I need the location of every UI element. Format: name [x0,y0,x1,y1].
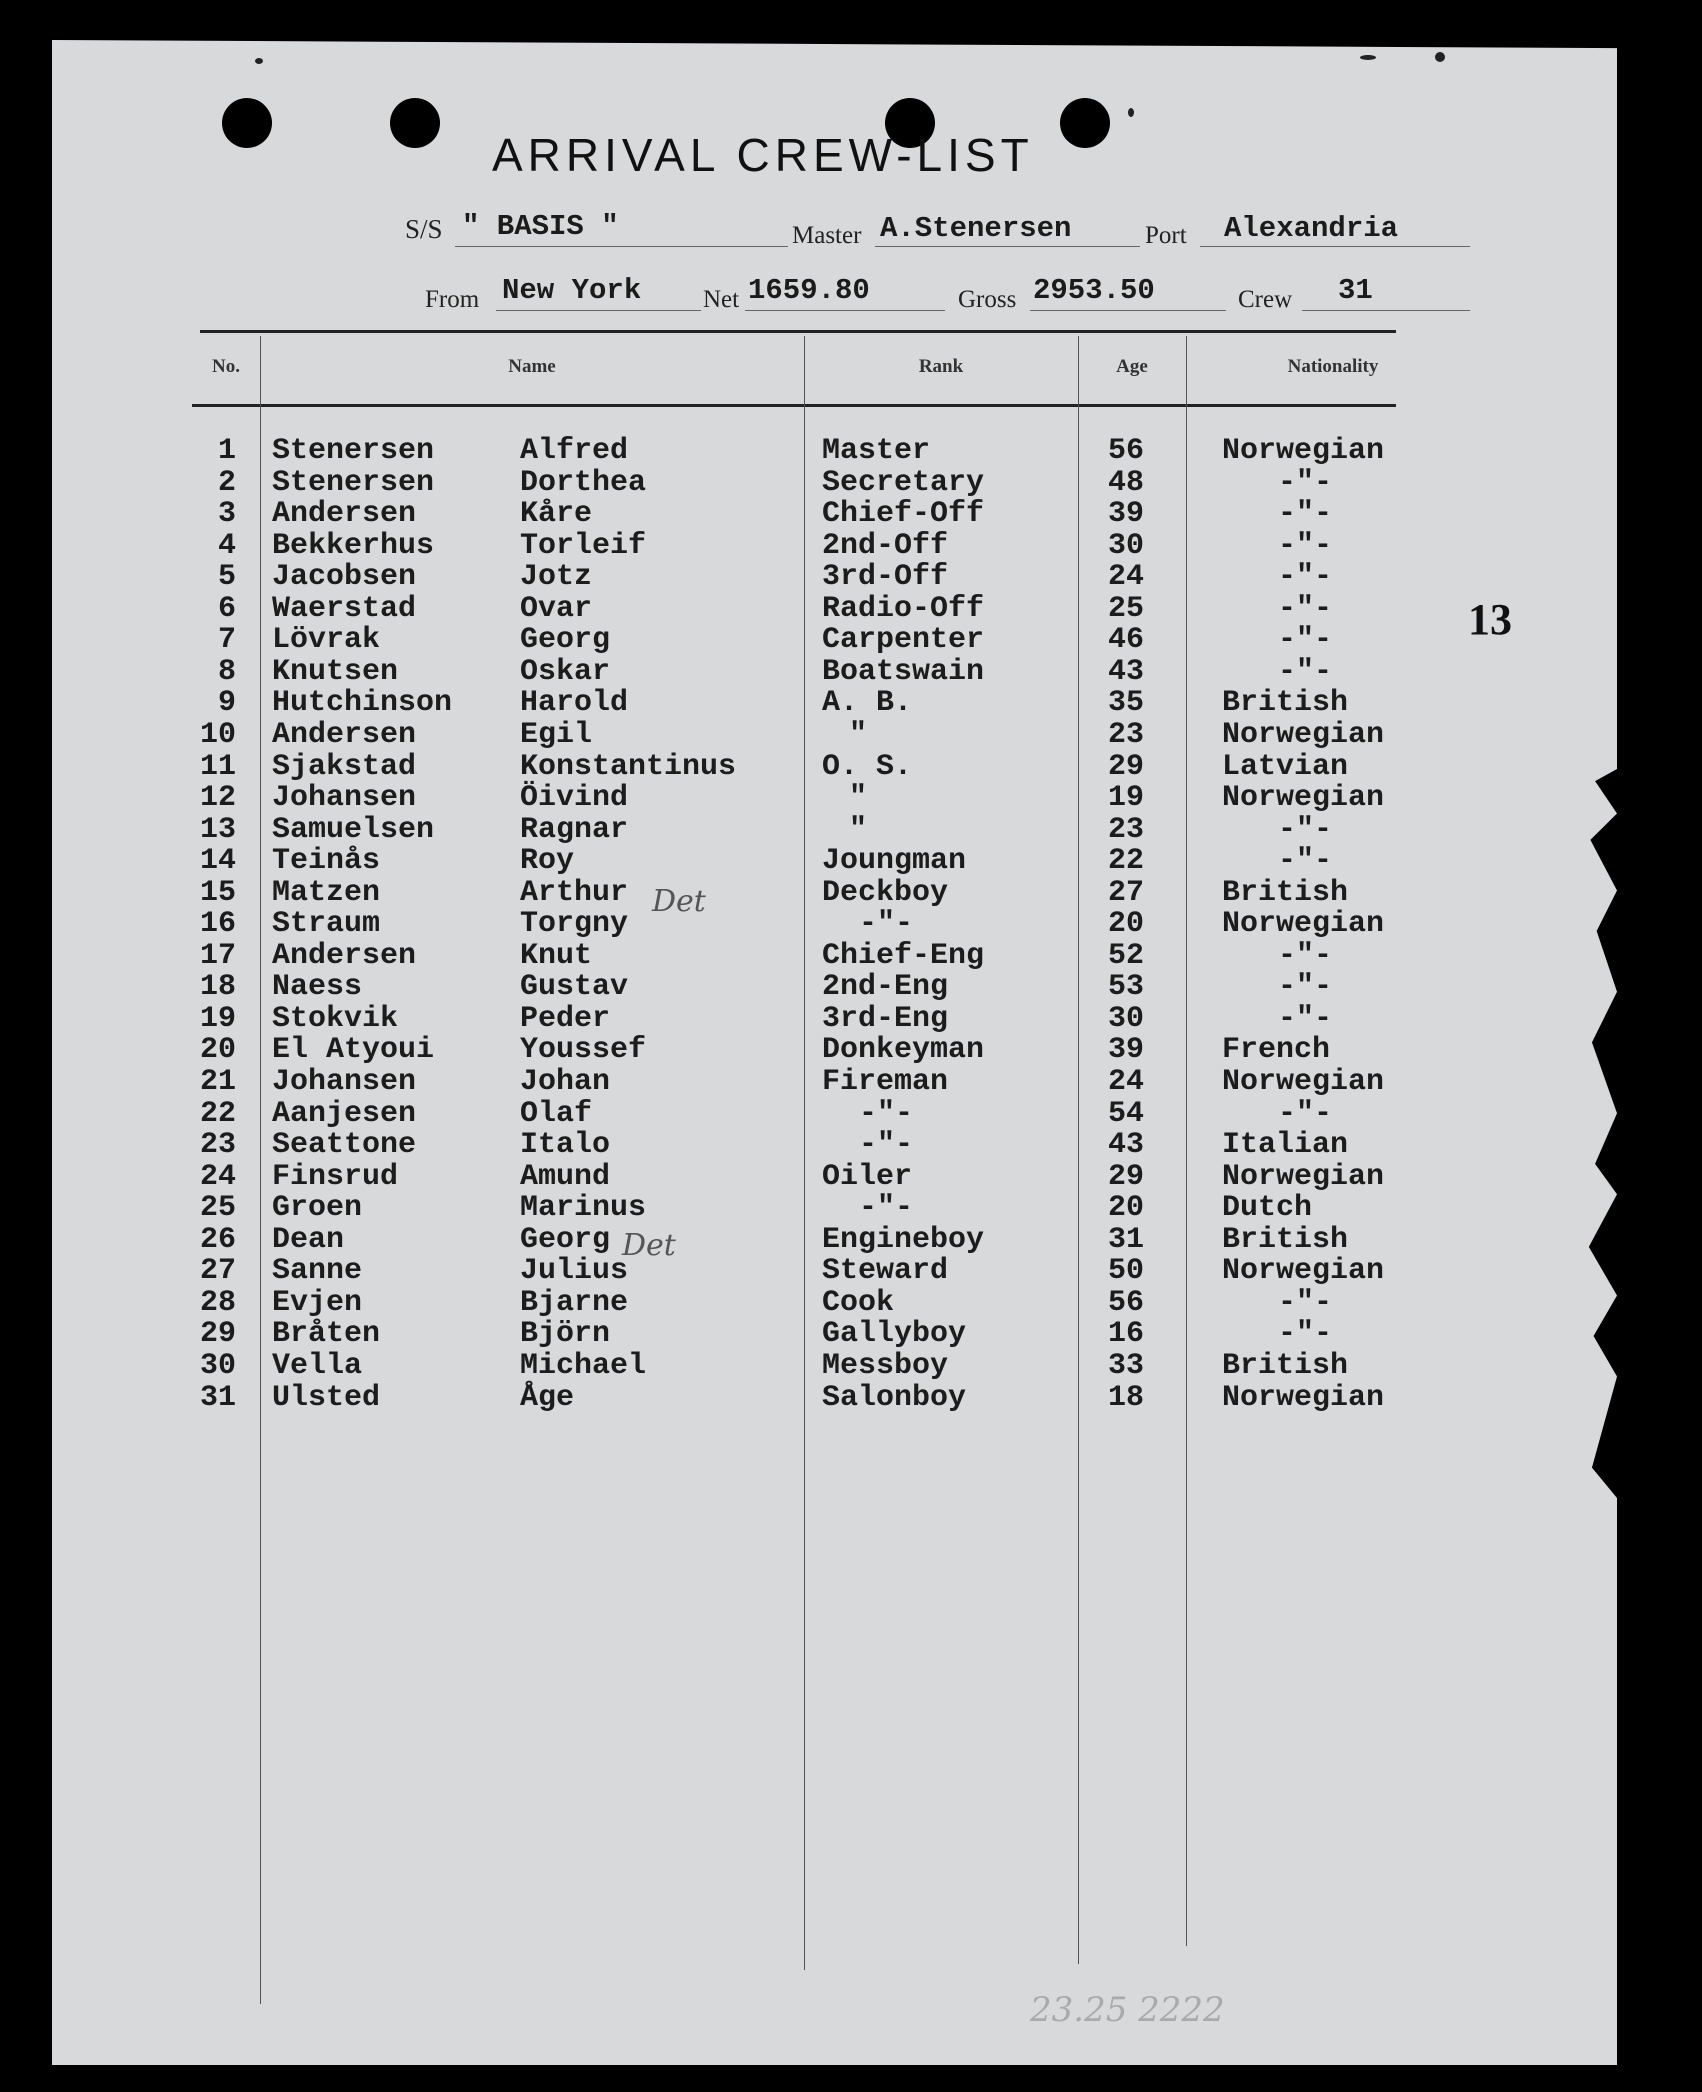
table-row [0,909,1450,940]
col-header-no: No. [212,356,240,377]
table-row [0,1383,1450,1414]
crew-rank: Messboy [822,1349,949,1383]
crew-nationality: Norwegian [1222,1381,1385,1415]
crew-age: 27 [1108,876,1145,910]
table-row [0,1256,1450,1287]
crew-nationality: Norwegian [1222,434,1385,468]
handwritten-det: Det [622,1228,676,1263]
crew-nationality: Norwegian [1222,1065,1385,1099]
crew-age: 43 [1108,655,1145,689]
crew-nationality: -"- [1277,970,1332,1004]
crew-rank: Joungman [822,844,967,878]
crew-surname: Naess [272,970,363,1004]
crew-rank: -"- [858,1128,913,1162]
crew-given-name: Torleif [520,529,647,563]
crew-number: 31 [199,1381,236,1415]
crew-number: 13 [199,813,236,847]
punch-hole [1060,98,1110,148]
crew-age: 23 [1108,813,1145,847]
crew-rank: Cook [822,1286,895,1320]
crew-number: 19 [199,1002,236,1036]
gross-label: Gross [958,286,1017,313]
crew-label: Crew [1238,286,1293,313]
table-row [0,1067,1450,1098]
crew-given-name: Kåre [520,497,593,531]
table-row [0,531,1450,562]
crew-age: 53 [1108,970,1145,1004]
crew-rank: Engineboy [822,1223,985,1257]
crew-surname: Teinås [272,844,381,878]
crew-given-name: Harold [520,686,629,720]
crew-given-name: Peder [520,1002,611,1036]
crew-underline [1302,310,1470,311]
crew-nationality: -"- [1277,1317,1332,1351]
crew-given-name: Marinus [520,1191,647,1225]
crew-rank: Secretary [822,466,985,500]
table-row [0,1288,1450,1319]
table-row [0,783,1450,814]
crew-given-name: Konstantinus [520,750,737,784]
crew-rank: Radio-Off [822,592,985,626]
crew-given-name: Öivind [520,781,629,815]
table-row [0,1319,1450,1350]
crew-number: 5 [217,560,236,594]
crew-rank: Deckboy [822,876,949,910]
port-name: Alexandria [1224,212,1399,245]
punch-hole [222,98,272,148]
ship-name: " BASIS " [462,210,619,243]
crew-rank: O. S. [822,750,913,784]
crew-given-name: Bjarne [520,1286,629,1320]
crew-nationality: -"- [1277,529,1332,563]
crew-nationality: -"- [1277,844,1332,878]
crew-rank: " [848,781,867,815]
table-top-rule [200,330,1396,333]
crew-rank: Steward [822,1254,949,1288]
crew-nationality: Norwegian [1222,781,1385,815]
crew-age: 52 [1108,939,1145,973]
table-row [0,846,1450,877]
crew-surname: Bråten [272,1317,381,1351]
crew-nationality: British [1222,1223,1349,1257]
table-row [0,436,1450,467]
from-underline [496,310,701,311]
crew-rank: 3rd-Eng [822,1002,949,1036]
crew-given-name: Youssef [520,1033,647,1067]
crew-age: 22 [1108,844,1145,878]
port-underline [1200,246,1470,247]
crew-rank: Chief-Off [822,497,985,531]
crew-age: 16 [1108,1317,1145,1351]
crew-number: 27 [199,1254,236,1288]
crew-rank: 2nd-Off [822,529,949,563]
crew-number: 11 [199,750,236,784]
table-row [0,1193,1450,1224]
crew-surname: Knutsen [272,655,399,689]
crew-nationality: -"- [1277,497,1332,531]
crew-age: 56 [1108,434,1145,468]
crew-surname: Stenersen [272,434,435,468]
crew-number: 25 [199,1191,236,1225]
crew-age: 24 [1108,560,1145,594]
table-row [0,688,1450,719]
crew-number: 21 [199,1065,236,1099]
page-title: ARRIVAL CREW-LIST [492,129,1034,181]
handwritten-det: Det [652,884,706,919]
crew-age: 33 [1108,1349,1145,1383]
crew-surname: Finsrud [272,1160,399,1194]
crew-given-name: Ovar [520,592,593,626]
crew-rank: -"- [858,1191,913,1225]
crew-rank: Fireman [822,1065,949,1099]
crew-surname: Matzen [272,876,381,910]
table-row [0,720,1450,751]
crew-given-name: Amund [520,1160,611,1194]
table-row [0,752,1450,783]
crew-number: 9 [217,686,236,720]
crew-given-name: Julius [520,1254,629,1288]
crew-surname: Groen [272,1191,363,1225]
crew-surname: Andersen [272,939,417,973]
crew-number: 16 [199,907,236,941]
table-row [0,1035,1450,1066]
crew-age: 18 [1108,1381,1145,1415]
ship-label: S/S [405,214,443,244]
crew-surname: Sjakstad [272,750,417,784]
crew-nationality: -"- [1277,1097,1332,1131]
table-row [0,1004,1450,1035]
crew-nationality: British [1222,876,1349,910]
table-row [0,1162,1450,1193]
crew-age: 20 [1108,907,1145,941]
crew-given-name: Arthur [520,876,629,910]
crew-surname: Evjen [272,1286,363,1320]
crew-number: 18 [199,970,236,1004]
table-row [0,941,1450,972]
gross-underline [1030,310,1226,311]
master-underline [875,246,1140,247]
crew-nationality: -"- [1277,466,1332,500]
speck [255,58,263,64]
crew-nationality: -"- [1277,592,1332,626]
crew-number: 22 [199,1097,236,1131]
col-header-age: Age [1116,356,1148,377]
crew-given-name: Oskar [520,655,611,689]
port-label: Port [1145,222,1187,249]
table-row [0,1130,1450,1161]
speck [1128,108,1134,117]
table-row [0,657,1450,688]
crew-nationality: Latvian [1222,750,1349,784]
crew-surname: Seattone [272,1128,417,1162]
crew-age: 54 [1108,1097,1145,1131]
master-label: Master [792,222,862,249]
col-header-rank: Rank [918,356,964,377]
crew-given-name: Gustav [520,970,629,1004]
crew-rank: -"- [858,1097,913,1131]
crew-number: 20 [199,1033,236,1067]
crew-nationality: Norwegian [1222,1160,1385,1194]
crew-age: 39 [1108,1033,1145,1067]
page-number: 13 [1468,595,1512,644]
ship-underline [455,246,788,247]
net-underline [745,310,945,311]
crew-given-name: Olaf [520,1097,593,1131]
handwritten-bottom-note: 23.25 2222 [1030,1990,1225,2030]
crew-nationality: Italian [1222,1128,1349,1162]
crew-given-name: Georg [520,1223,611,1257]
crew-nationality: -"- [1277,655,1332,689]
crew-number: 26 [199,1223,236,1257]
crew-surname: Andersen [272,718,417,752]
table-row [0,499,1450,530]
crew-rank: Boatswain [822,655,985,689]
crew-nationality: -"- [1277,813,1332,847]
crew-age: 19 [1108,781,1145,815]
crew-count: 31 [1338,274,1373,307]
crew-number: 8 [217,655,236,689]
crew-given-name: Michael [520,1349,647,1383]
crew-nationality: Norwegian [1222,1254,1385,1288]
table-row [0,1099,1450,1130]
crew-age: 30 [1108,529,1145,563]
crew-age: 39 [1108,497,1145,531]
gross-tonnage: 2953.50 [1033,274,1155,307]
speck [1435,52,1445,62]
crew-surname: Hutchinson [272,686,453,720]
crew-rank: Oiler [822,1160,913,1194]
crew-given-name: Jotz [520,560,593,594]
crew-surname: Samuelsen [272,813,435,847]
crew-given-name: Ragnar [520,813,629,847]
crew-given-name: Johan [520,1065,611,1099]
crew-number: 30 [199,1349,236,1383]
crew-rank: " [848,718,867,752]
crew-surname: Sanne [272,1254,363,1288]
crew-surname: Dean [272,1223,345,1257]
crew-age: 29 [1108,1160,1145,1194]
table-row [0,625,1450,656]
crew-number: 24 [199,1160,236,1194]
net-tonnage: 1659.80 [748,274,870,307]
table-row [0,1225,1450,1256]
crew-nationality: Dutch [1222,1191,1313,1225]
crew-age: 31 [1108,1223,1145,1257]
crew-nationality: Norwegian [1222,718,1385,752]
crew-number: 15 [199,876,236,910]
crew-given-name: Torgny [520,907,629,941]
crew-surname: Bekkerhus [272,529,435,563]
crew-rank: Carpenter [822,623,985,657]
crew-nationality: British [1222,1349,1349,1383]
crew-given-name: Egil [520,718,593,752]
crew-surname: Vella [272,1349,363,1383]
crew-age: 56 [1108,1286,1145,1320]
net-label: Net [703,286,740,313]
punch-hole [390,98,440,148]
crew-rank: " [848,813,867,847]
crew-number: 29 [199,1317,236,1351]
crew-surname: Ulsted [272,1381,381,1415]
crew-nationality: -"- [1277,1286,1332,1320]
crew-given-name: Georg [520,623,611,657]
crew-age: 43 [1108,1128,1145,1162]
crew-surname: Stenersen [272,466,435,500]
crew-age: 30 [1108,1002,1145,1036]
crew-number: 10 [199,718,236,752]
crew-rank: Donkeyman [822,1033,985,1067]
from-port: New York [502,274,642,307]
crew-number: 3 [217,497,236,531]
crew-nationality: British [1222,686,1349,720]
crew-number: 1 [217,434,236,468]
crew-given-name: Italo [520,1128,611,1162]
crew-rank: Master [822,434,931,468]
crew-nationality: French [1222,1033,1331,1067]
crew-surname: Stokvik [272,1002,399,1036]
crew-rank: -"- [858,907,913,941]
crew-given-name: Björn [520,1317,611,1351]
table-row [0,1351,1450,1382]
crew-number: 2 [217,466,236,500]
crew-nationality: -"- [1277,623,1332,657]
crew-surname: Jacobsen [272,560,417,594]
crew-given-name: Knut [520,939,593,973]
table-row [0,972,1450,1003]
crew-number: 7 [217,623,236,657]
table-row [0,594,1450,625]
crew-age: 35 [1108,686,1145,720]
crew-nationality: -"- [1277,560,1332,594]
crew-number: 4 [217,529,236,563]
speck [1360,55,1376,60]
crew-rank: Gallyboy [822,1317,967,1351]
crew-rank: A. B. [822,686,913,720]
crew-surname: Straum [272,907,381,941]
crew-rank: 2nd-Eng [822,970,949,1004]
crew-given-name: Dorthea [520,466,647,500]
crew-age: 48 [1108,466,1145,500]
table-row [0,562,1450,593]
crew-given-name: Roy [520,844,575,878]
crew-surname: Aanjesen [272,1097,417,1131]
crew-rank: Chief-Eng [822,939,985,973]
table-row [0,815,1450,846]
crew-age: 20 [1108,1191,1145,1225]
crew-surname: Johansen [272,781,417,815]
from-label: From [425,286,480,313]
crew-age: 24 [1108,1065,1145,1099]
master-name: A.Stenersen [880,212,1072,245]
crew-number: 6 [217,592,236,626]
crew-surname: Lövrak [272,623,381,657]
crew-given-name: Alfred [520,434,629,468]
crew-rank: 3rd-Off [822,560,949,594]
crew-number: 17 [199,939,236,973]
crew-surname: El Atyoui [272,1033,435,1067]
crew-number: 12 [199,781,236,815]
col-header-name: Name [508,356,556,377]
crew-number: 28 [199,1286,236,1320]
table-header-rule [192,404,1396,407]
crew-rank: Salonboy [822,1381,967,1415]
crew-given-name: Åge [520,1381,575,1415]
crew-nationality: -"- [1277,1002,1332,1036]
crew-age: 25 [1108,592,1145,626]
crew-surname: Andersen [272,497,417,531]
table-row [0,878,1450,909]
crew-surname: Waerstad [272,592,417,626]
crew-age: 29 [1108,750,1145,784]
crew-nationality: -"- [1277,939,1332,973]
crew-age: 46 [1108,623,1145,657]
crew-number: 14 [199,844,236,878]
crew-surname: Johansen [272,1065,417,1099]
crew-age: 23 [1108,718,1145,752]
crew-age: 50 [1108,1254,1145,1288]
crew-number: 23 [199,1128,236,1162]
crew-nationality: Norwegian [1222,907,1385,941]
table-row [0,468,1450,499]
col-header-nationality: Nationality [1287,356,1379,377]
